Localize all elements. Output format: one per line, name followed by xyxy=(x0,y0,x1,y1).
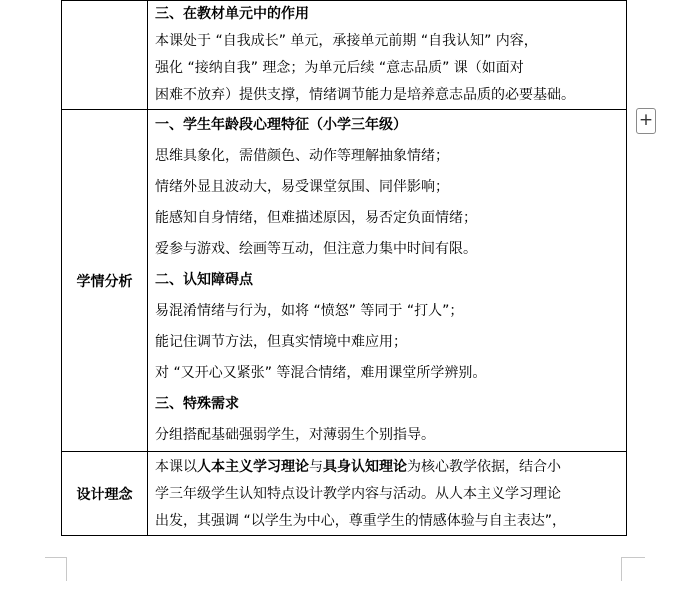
row-label-empty xyxy=(62,1,148,110)
unit-role-line-3: 困难不放弃）提供支撑，情绪调节能力是培养意志品质的必要基础。 xyxy=(155,87,575,103)
student-analysis-cell[interactable] xyxy=(148,110,627,452)
design-concept-cell[interactable] xyxy=(148,452,627,536)
page-corner-mark-left-h xyxy=(45,557,66,558)
design-line-2: 学三年级学生认知特点设计教学内容与活动。从人本主义学习理论 xyxy=(155,486,561,502)
design-concept-label: 设计理念 xyxy=(62,452,148,536)
plus-icon: + xyxy=(638,110,654,130)
row-student-analysis xyxy=(62,110,627,452)
section2-item-1: 易混淆情绪与行为，如将 “愤怒” 等同于 “打人”； xyxy=(155,303,464,319)
section1-item-1: 思维具象化，需借颜色、动作等理解抽象情绪； xyxy=(155,148,449,164)
section1-item-3: 能感知自身情绪，但难描述原因，易否定负面情绪； xyxy=(155,210,477,226)
section2-heading: 二、认知障碍点 xyxy=(155,272,253,288)
design-line-1 xyxy=(155,454,620,481)
design-line-3: 出发，其强调 “以学生为中心，尊重学生的情感体验与自主表达”， xyxy=(155,513,566,529)
section3-item-1: 分组搭配基础强弱学生，对薄弱生个别指导。 xyxy=(155,427,435,443)
unit-role-cell[interactable] xyxy=(148,1,627,110)
section2-item-2: 能记住调节方法，但真实情境中难应用； xyxy=(155,334,407,350)
unit-role-heading: 三、在教材单元中的作用 xyxy=(155,6,309,22)
design-line-1-conj: 与 xyxy=(309,459,323,475)
row-unit-role xyxy=(62,1,627,110)
page-corner-mark-left-v xyxy=(66,557,67,581)
section2-item-3: 对 “又开心又紧张” 等混合情绪，难用课堂所学辨别。 xyxy=(155,365,487,381)
section1-item-2: 情绪外显且波动大，易受课堂氛围、同伴影响； xyxy=(155,179,449,195)
unit-role-line-1: 本课处于 “自我成长” 单元，承接单元前期 “自我认知” 内容， xyxy=(155,33,538,49)
humanistic-theory-term: 人本主义学习理论 xyxy=(197,459,309,475)
embodied-cognition-term: 具身认知理论 xyxy=(323,459,407,475)
row-design-concept xyxy=(62,452,627,536)
lesson-plan-table xyxy=(61,0,627,536)
page-corner-mark-right-v xyxy=(621,557,622,581)
section3-heading: 三、特殊需求 xyxy=(155,396,239,412)
section1-heading: 一、学生年龄段心理特征（小学三年级） xyxy=(155,117,407,133)
page-corner-mark-right-h xyxy=(621,557,645,558)
add-row-button[interactable] xyxy=(636,108,656,134)
unit-role-line-2: 强化 “接纳自我” 理念；为单元后续 “意志品质” 课（如面对 xyxy=(155,60,524,76)
student-analysis-label: 学情分析 xyxy=(62,110,148,452)
design-line-1-prefix: 本课以 xyxy=(155,459,197,475)
design-line-1-suffix: 为核心教学依据，结合小 xyxy=(407,459,561,475)
section1-item-4: 爱参与游戏、绘画等互动，但注意力集中时间有限。 xyxy=(155,241,477,257)
